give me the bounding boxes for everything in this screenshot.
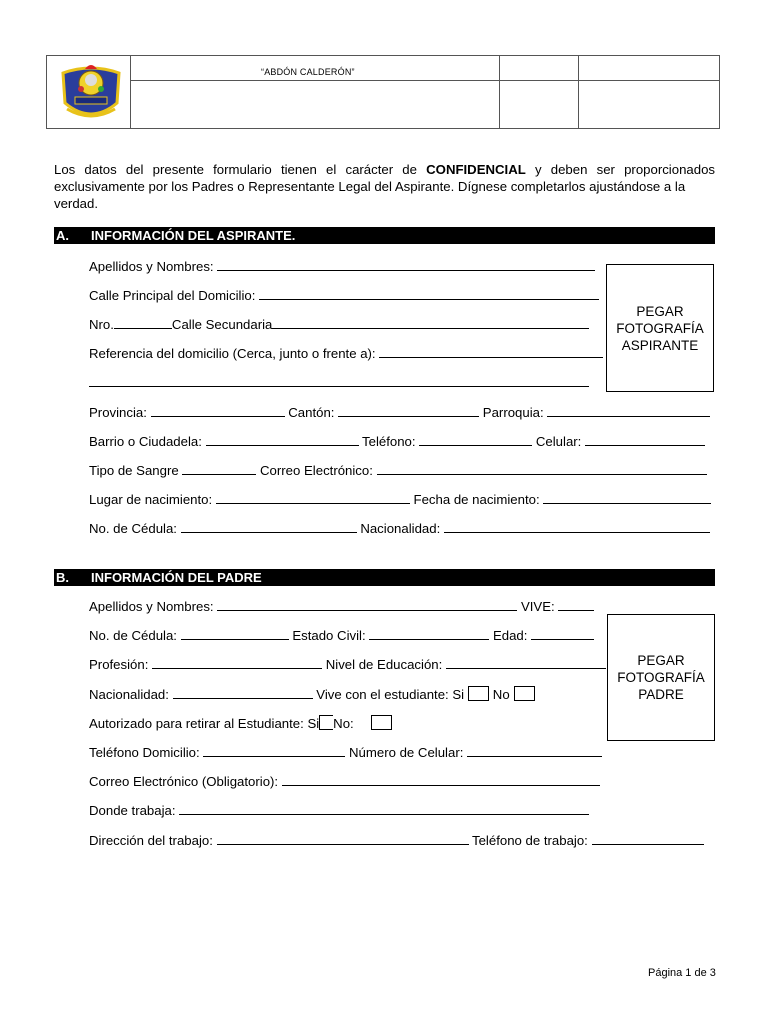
field-label: Profesión: xyxy=(89,657,149,672)
field-label: Autorizado para retirar al Estudiante: Si xyxy=(89,716,320,731)
field-label: Teléfono: xyxy=(362,434,416,449)
field-label: Donde trabaja: xyxy=(89,803,176,818)
section-b-header xyxy=(54,569,715,586)
father-email-field[interactable] xyxy=(282,774,600,786)
house-number-field[interactable] xyxy=(114,317,172,329)
field-row xyxy=(89,492,711,508)
field-label: Nacionalidad: xyxy=(360,521,441,536)
photo-label: PEGAR xyxy=(637,653,685,668)
school-crest-logo xyxy=(55,59,127,127)
cell-field[interactable] xyxy=(585,434,705,446)
section-title: INFORMACIÓN DEL PADRE xyxy=(91,570,262,585)
field-label: Nro. xyxy=(89,317,114,332)
field-label: No xyxy=(492,687,510,702)
field-label: Teléfono Domicilio: xyxy=(89,745,200,760)
field-label: VIVE: xyxy=(520,599,555,614)
reference-field[interactable] xyxy=(379,346,603,358)
intro-text: Los datos del presente formulario tienen el carácter de xyxy=(54,162,417,177)
id-number-field[interactable] xyxy=(181,521,357,533)
lives-with-no-checkbox[interactable] xyxy=(514,686,535,701)
field-label: Barrio o Ciudadela: xyxy=(89,434,202,449)
field-label: Nivel de Educación: xyxy=(325,657,443,672)
intro-line-1 xyxy=(54,161,715,178)
section-letter: A. xyxy=(56,228,69,243)
field-label: Referencia del domicilio (Cerca, junto o frente a): xyxy=(89,346,376,361)
canton-field[interactable] xyxy=(338,405,479,417)
field-label: Nacionalidad: xyxy=(89,687,169,702)
col-divider xyxy=(130,56,131,128)
field-row xyxy=(89,259,595,275)
authorized-no-checkbox[interactable] xyxy=(371,715,392,730)
field-label: Fecha de nacimiento: xyxy=(413,492,540,507)
father-nationality-field[interactable] xyxy=(173,687,313,699)
field-label: Tipo de Sangre xyxy=(89,463,179,478)
field-label: Vive con el estudiante: Si xyxy=(316,687,465,702)
blood-type-field[interactable] xyxy=(182,463,256,475)
section-letter: B. xyxy=(56,570,69,585)
field-row xyxy=(89,657,606,673)
field-row xyxy=(89,346,603,362)
field-row xyxy=(89,745,602,761)
field-label: Estado Civil: xyxy=(292,628,366,643)
field-label: Calle Principal del Domicilio: xyxy=(89,288,256,303)
field-label: Provincia: xyxy=(89,405,147,420)
field-label: Correo Electrónico: xyxy=(260,463,373,478)
authorized-yes-checkbox[interactable] xyxy=(319,715,333,730)
cell-number-field[interactable] xyxy=(467,745,602,757)
intro-text: y deben ser proporcionados xyxy=(534,162,715,177)
photo-label: FOTOGRAFÍA xyxy=(617,670,705,685)
work-phone-field[interactable] xyxy=(592,833,704,845)
field-label: Apellidos y Nombres: xyxy=(89,599,214,614)
field-row xyxy=(89,317,589,333)
province-field[interactable] xyxy=(151,405,285,417)
photo-label: FOTOGRAFÍA xyxy=(616,320,704,336)
photo-label: PEGAR xyxy=(636,303,684,319)
parish-field[interactable] xyxy=(547,405,710,417)
profession-field[interactable] xyxy=(152,657,322,669)
field-label: Lugar de nacimiento: xyxy=(89,492,213,507)
father-names-field[interactable] xyxy=(217,599,517,611)
field-row xyxy=(89,405,710,421)
age-field[interactable] xyxy=(531,628,594,640)
phone-field[interactable] xyxy=(419,434,532,446)
main-street-field[interactable] xyxy=(259,288,599,300)
alive-field[interactable] xyxy=(558,599,594,611)
reference-field-continued[interactable] xyxy=(89,375,589,387)
field-label: No: xyxy=(333,716,354,731)
field-row xyxy=(89,375,589,391)
nationality-field[interactable] xyxy=(444,521,710,533)
field-label: No. de Cédula: xyxy=(89,521,177,536)
intro-line-2: exclusivamente por los Padres o Representante Legal del Aspirante. Dígnese completarlos ajustándose a la verdad. xyxy=(54,179,686,211)
field-row xyxy=(89,803,589,819)
barrio-field[interactable] xyxy=(206,434,359,446)
photo-label: ASPIRANTE xyxy=(621,337,699,353)
workplace-field[interactable] xyxy=(179,803,589,815)
page-number: Página 1 de 3 xyxy=(648,967,716,979)
photo-box-aspirant xyxy=(606,264,714,392)
field-row xyxy=(89,628,594,644)
photo-label: PADRE xyxy=(638,687,684,702)
lives-with-yes-checkbox[interactable] xyxy=(468,686,489,701)
aspirant-names-field[interactable] xyxy=(217,259,595,271)
section-title: INFORMACIÓN DEL ASPIRANTE. xyxy=(91,228,296,243)
field-label: Teléfono de trabajo: xyxy=(472,833,588,848)
field-row xyxy=(89,599,594,615)
field-label: Número de Celular: xyxy=(349,745,464,760)
field-row xyxy=(89,774,600,790)
education-field[interactable] xyxy=(446,657,606,669)
field-label: Edad: xyxy=(492,628,528,643)
field-label: Cantón: xyxy=(288,405,335,420)
field-label: Parroquia: xyxy=(482,405,544,420)
field-row xyxy=(89,463,707,479)
email-field[interactable] xyxy=(377,463,707,475)
field-row xyxy=(89,686,535,703)
col-divider xyxy=(578,56,579,128)
field-row xyxy=(89,288,599,304)
field-row xyxy=(89,434,705,450)
field-label: Apellidos y Nombres: xyxy=(89,259,214,274)
home-phone-field[interactable] xyxy=(203,745,345,757)
section-a-header xyxy=(54,227,715,244)
field-label: Calle Secundaria xyxy=(171,317,273,332)
birthdate-field[interactable] xyxy=(543,492,711,504)
field-row xyxy=(89,833,704,849)
field-label: No. de Cédula: xyxy=(89,628,177,643)
school-name: “ABDÓN CALDERÓN” xyxy=(261,67,355,77)
field-label: Dirección del trabajo: xyxy=(89,833,213,848)
col-divider xyxy=(499,56,500,128)
photo-box-father xyxy=(607,614,715,741)
confidential-label: CONFIDENCIAL xyxy=(426,162,526,177)
civil-status-field[interactable] xyxy=(369,628,489,640)
header-table xyxy=(46,55,720,129)
row-divider xyxy=(130,80,719,81)
field-row xyxy=(89,715,392,732)
work-address-field[interactable] xyxy=(217,833,469,845)
father-id-field[interactable] xyxy=(181,628,289,640)
birthplace-field[interactable] xyxy=(216,492,410,504)
field-label: Correo Electrónico (Obligatorio): xyxy=(89,774,279,789)
field-label: Celular: xyxy=(535,434,582,449)
field-row xyxy=(89,521,710,537)
secondary-street-field[interactable] xyxy=(272,317,589,329)
